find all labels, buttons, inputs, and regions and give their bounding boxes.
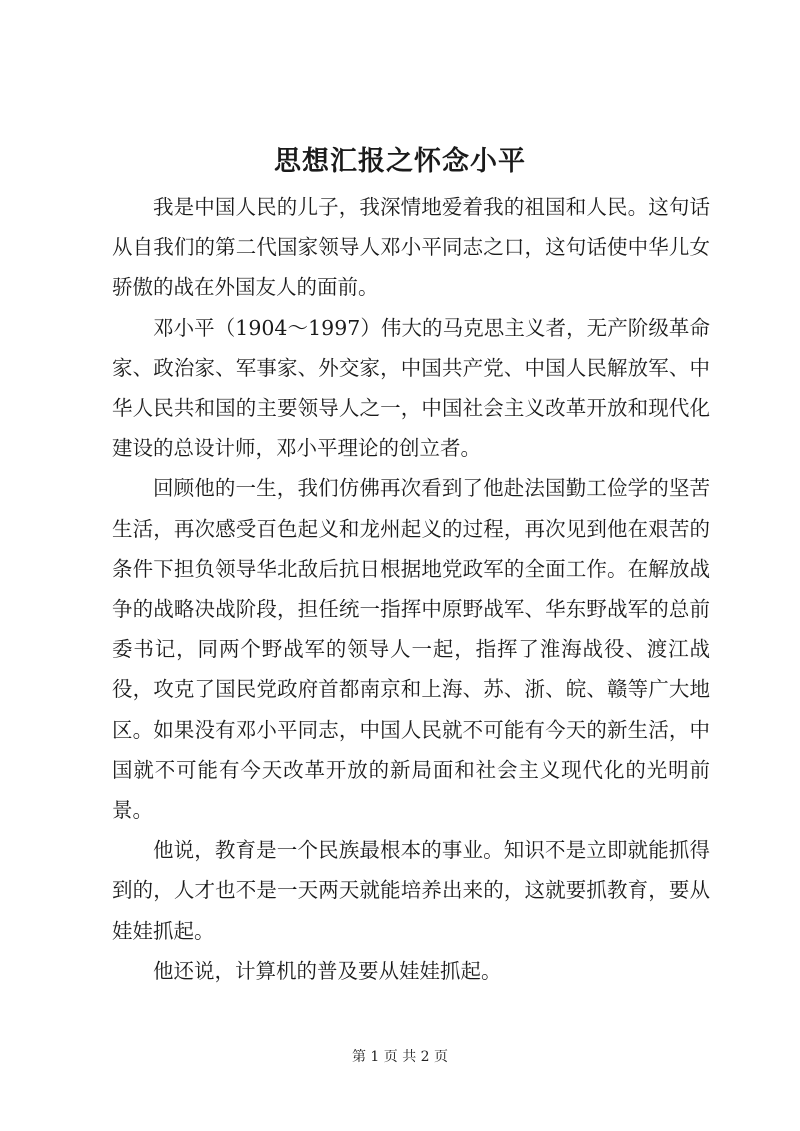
page-number-footer: 第 1 页 共 2 页 (351, 1049, 449, 1065)
paragraph-3: 回顾他的一生，我们仿佛再次看到了他赴法国勤工俭学的坚苦生活，再次感受百色起义和龙州起义的过程，再次见到他在艰苦的条件下担负领导华北敌后抗日根据地党政军的全面工作。在解放战争的战略决战阶段，担任统一指挥中原野战军、华东野战军的总前委书记，同两个野战军的领导人一起，指挥了淮海战役、渡江战役，攻克了国民党政府首都南京和上海、苏、浙、皖、赣等广大地区。如果没有邓小平同志，中国人民就不可能有今天的新生活，中国就不可能有今天改革开放的新局面和社会主义现代化的光明前景。 (112, 476, 710, 823)
paragraph-4: 他说，教育是一个民族最根本的事业。知识不是立即就能抓得到的，人才也不是一天两天就能培养出来的，这就要抓教育，要从娃娃抓起。 (112, 838, 710, 943)
document-body (112, 187, 710, 991)
page-title: 思想汇报之怀念小平 (274, 146, 526, 177)
paragraph-5: 他还说，计算机的普及要从娃娃抓起。 (153, 958, 502, 983)
paragraph-2: 邓小平（1904～1997）伟大的马克思主义者，无产阶级革命家、政治家、军事家、外交家，中国共产党、中国人民解放军、中华人民共和国的主要领导人之一，中国社会主义改革开放和现代化建设的总设计师，邓小平理论的创立者。 (112, 315, 710, 461)
paragraph-1: 我是中国人民的儿子，我深情地爱着我的祖国和人民。这句话从自我们的第二代国家领导人邓小平同志之口，这句话使中华儿女骄傲的战在外国友人的面前。 (112, 195, 710, 300)
